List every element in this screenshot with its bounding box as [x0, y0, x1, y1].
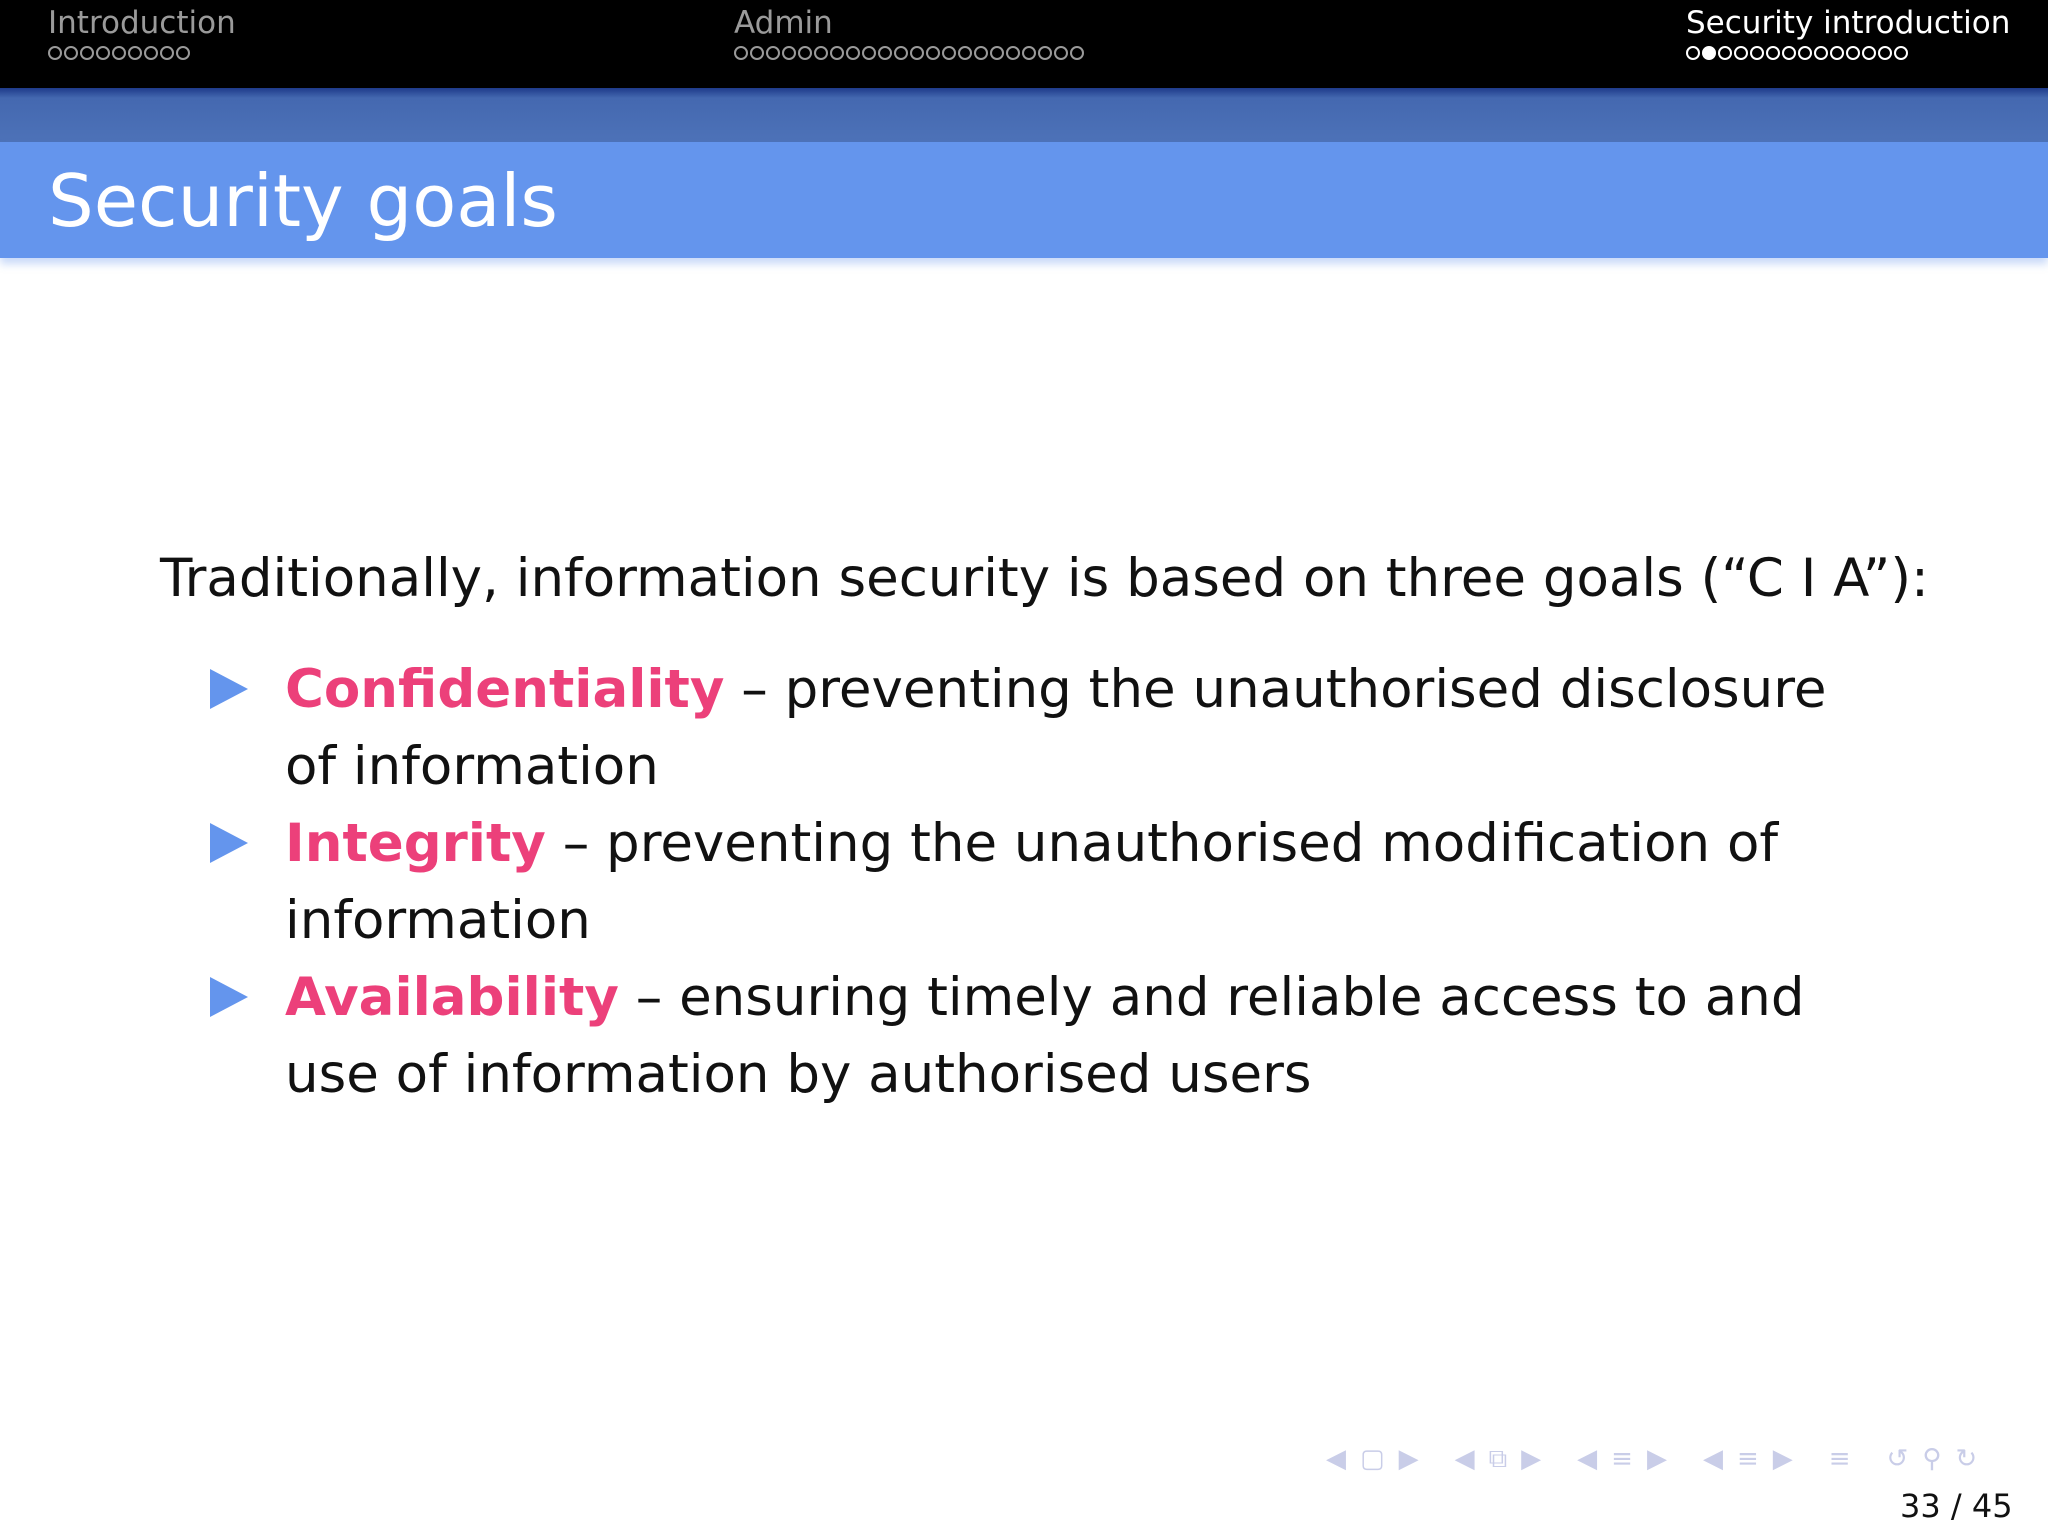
goal-description: – preventing the unauthorised modification of information — [285, 813, 1779, 951]
frame-dot[interactable] — [1830, 46, 1844, 60]
nav-section-dots — [1686, 46, 2010, 60]
search-icon[interactable]: ⚲ — [1922, 1444, 1942, 1474]
frame-dot[interactable] — [1846, 46, 1860, 60]
frame-dot[interactable] — [80, 46, 94, 60]
forward-icon[interactable]: ↻ — [1955, 1444, 1978, 1474]
section-navigation-bar — [0, 0, 2048, 88]
frame-dot[interactable] — [144, 46, 158, 60]
frame-dot[interactable] — [734, 46, 748, 60]
frame-dot[interactable] — [846, 46, 860, 60]
goal-term: Confidentiality — [285, 659, 725, 720]
goal-item-confidentiality — [160, 651, 1885, 805]
bullet-triangle-icon — [210, 977, 248, 1017]
nav-section-dots — [48, 46, 236, 60]
frame-dot[interactable] — [1734, 46, 1748, 60]
nav-section-title[interactable]: Introduction — [48, 5, 236, 41]
frame-dot[interactable] — [766, 46, 780, 60]
frame-dot[interactable] — [1878, 46, 1892, 60]
nav-section-title[interactable]: Admin — [734, 5, 833, 41]
frame-dot[interactable] — [750, 46, 764, 60]
next-frame-arrow-icon[interactable]: ▶ — [1398, 1444, 1419, 1474]
frame-dot[interactable] — [1894, 46, 1908, 60]
frame-dot[interactable] — [926, 46, 940, 60]
frame-dot[interactable] — [798, 46, 812, 60]
goal-term: Integrity — [285, 813, 546, 874]
slide-title: Security goals — [48, 159, 558, 243]
frame-title-bar — [0, 142, 2048, 258]
goals-list — [160, 651, 1920, 1113]
frame-dot[interactable] — [958, 46, 972, 60]
bullet-triangle-icon — [210, 823, 248, 863]
nav-section-introduction[interactable] — [48, 4, 236, 60]
frame-dot[interactable] — [1022, 46, 1036, 60]
prev-frame-arrow-icon[interactable]: ◀ — [1326, 1444, 1346, 1474]
frame-dot[interactable] — [1038, 46, 1052, 60]
frame-dot[interactable] — [48, 46, 62, 60]
frame-dot[interactable] — [128, 46, 142, 60]
page-number: 33 / 45 — [1900, 1487, 2013, 1525]
goal-item-integrity — [160, 805, 1885, 959]
next-doc-arrow-icon[interactable]: ▶ — [1772, 1444, 1793, 1474]
next-subsection-arrow-icon[interactable]: ▶ — [1521, 1444, 1542, 1474]
frame-dot[interactable] — [830, 46, 844, 60]
frame-dot[interactable] — [1766, 46, 1780, 60]
nav-section-dots — [734, 46, 1084, 60]
frame-dot[interactable] — [1814, 46, 1828, 60]
frame-dot[interactable] — [160, 46, 174, 60]
frame-dot[interactable] — [894, 46, 908, 60]
frame-dot[interactable] — [112, 46, 126, 60]
appendix-icon[interactable]: ≡ — [1828, 1444, 1851, 1474]
frame-icon[interactable]: ▢ — [1360, 1444, 1385, 1474]
slide-content — [160, 540, 1929, 1113]
beamer-navigation-symbols — [1326, 1442, 2036, 1476]
goal-description: – preventing the unauthorised disclosure of information — [285, 659, 1827, 797]
prev-subsection-arrow-icon[interactable]: ◀ — [1454, 1444, 1475, 1474]
frame-dot[interactable] — [1054, 46, 1068, 60]
nav-section-security-introduction[interactable] — [1686, 4, 2010, 60]
frame-dot[interactable] — [910, 46, 924, 60]
frame-dot[interactable] — [1782, 46, 1796, 60]
frame-dot[interactable] — [990, 46, 1004, 60]
frame-dot[interactable] — [1750, 46, 1764, 60]
frame-dot[interactable] — [1862, 46, 1876, 60]
frame-dot[interactable] — [862, 46, 876, 60]
subsection-icon[interactable]: ⧉ — [1488, 1443, 1508, 1474]
nav-section-title[interactable]: Security introduction — [1686, 5, 2011, 41]
frame-dot[interactable] — [1070, 46, 1084, 60]
frame-dot[interactable] — [1006, 46, 1020, 60]
frame-dot[interactable] — [64, 46, 78, 60]
section-icon[interactable]: ≡ — [1611, 1444, 1633, 1474]
prev-doc-arrow-icon[interactable]: ◀ — [1702, 1444, 1723, 1474]
frame-dot[interactable] — [814, 46, 828, 60]
goal-term: Availability — [285, 967, 619, 1028]
frame-dot[interactable] — [1686, 46, 1700, 60]
goal-description: – ensuring timely and reliable access to and use of information by authorised users — [285, 967, 1805, 1105]
frame-dot[interactable] — [974, 46, 988, 60]
prev-section-arrow-icon[interactable]: ◀ — [1577, 1444, 1598, 1474]
frame-dot[interactable] — [1718, 46, 1732, 60]
bullet-triangle-icon — [210, 669, 248, 709]
frame-dot[interactable] — [878, 46, 892, 60]
frame-dot[interactable] — [176, 46, 190, 60]
document-icon[interactable]: ≡ — [1736, 1444, 1759, 1474]
intro-text: Traditionally, information security is based on three goals (“C I A”): — [160, 548, 1929, 609]
frame-dot[interactable] — [782, 46, 796, 60]
frame-dot[interactable] — [942, 46, 956, 60]
next-section-arrow-icon[interactable]: ▶ — [1646, 1444, 1667, 1474]
frame-dot[interactable] — [96, 46, 110, 60]
frame-dot[interactable] — [1798, 46, 1812, 60]
current-frame-dot[interactable] — [1702, 46, 1716, 60]
header-shadow-band — [0, 88, 2048, 142]
nav-section-admin[interactable] — [734, 4, 1084, 60]
goal-item-availability — [160, 959, 1885, 1113]
back-icon[interactable]: ↺ — [1886, 1444, 1909, 1474]
